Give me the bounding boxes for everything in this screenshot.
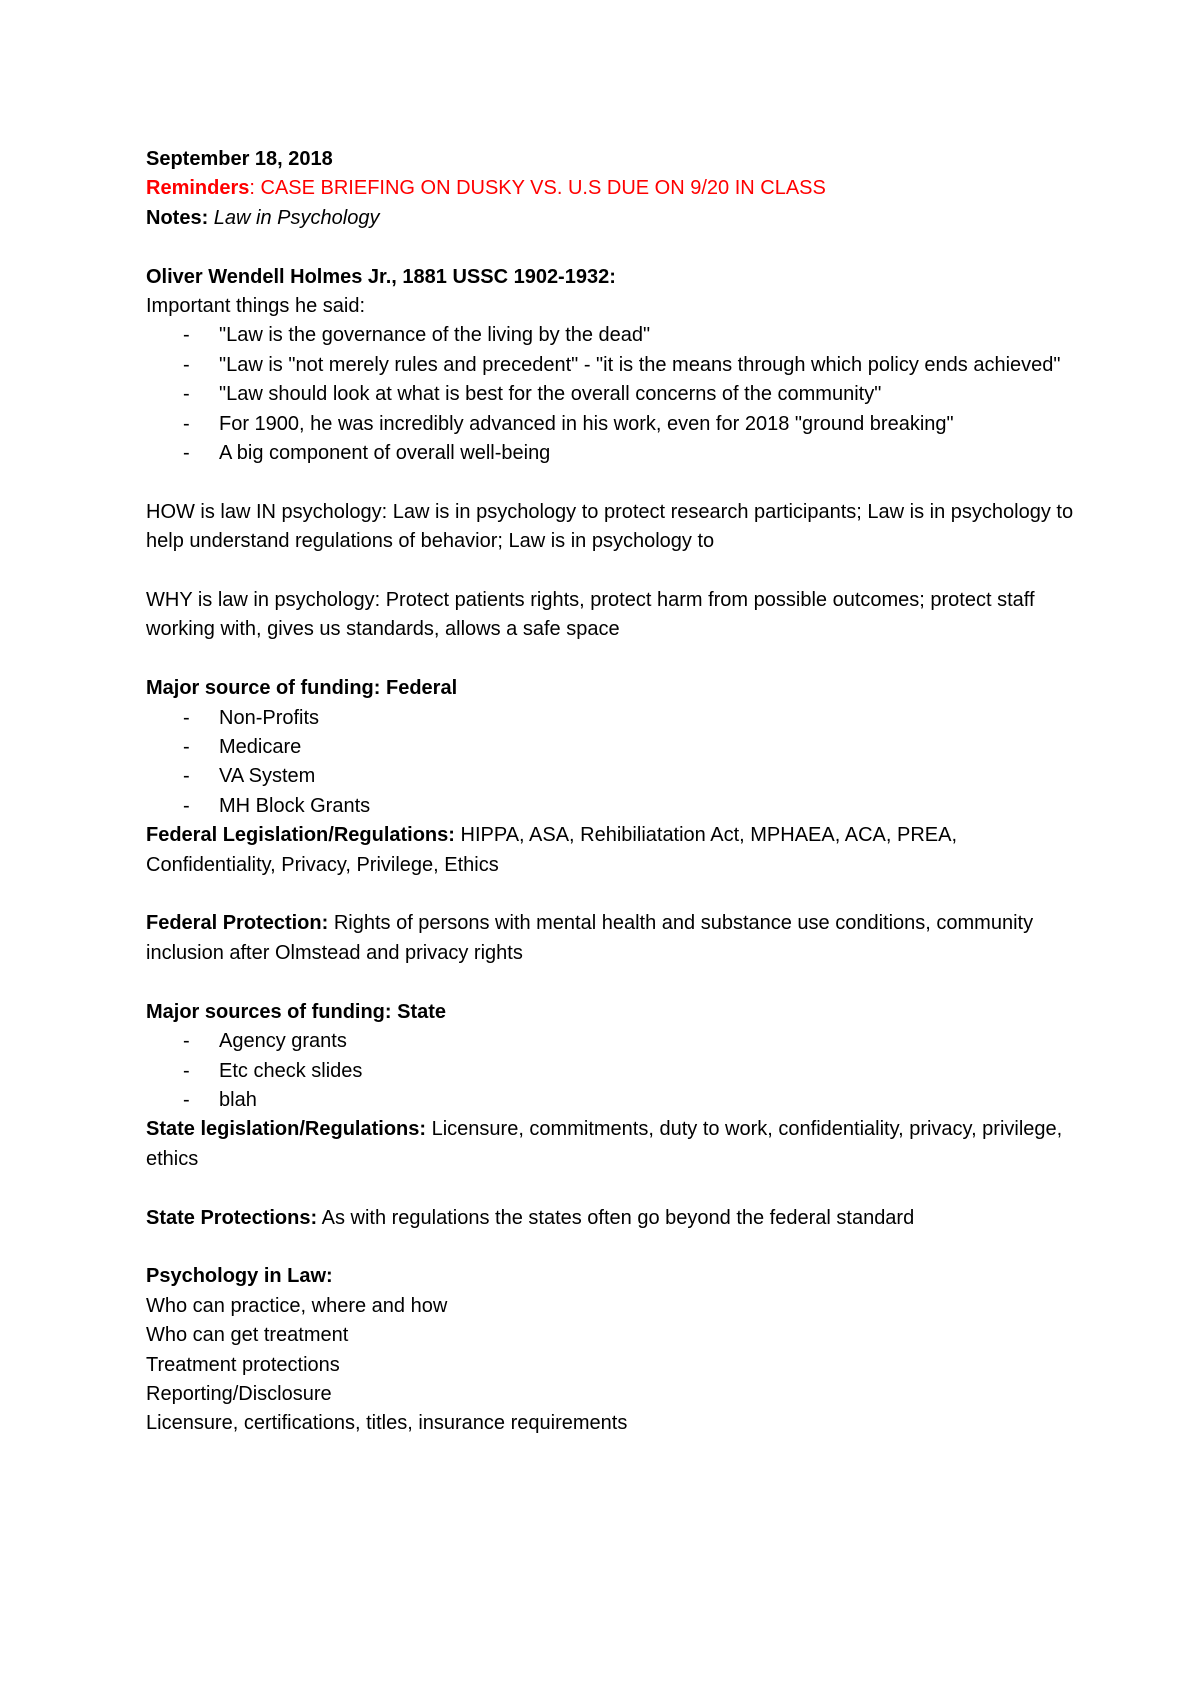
list-item-text: VA System	[219, 765, 316, 788]
psych-in-law-heading: Psychology in Law:	[146, 1265, 333, 1288]
note-date: September 18, 2018	[146, 148, 333, 170]
list-item-text: "Law should look at what is best for the overall concerns of the community"	[219, 383, 882, 406]
reminders-line	[146, 174, 1086, 203]
why-paragraph: WHY is law in psychology: Protect patients rights, protect harm from possible outcomes; protect staff working with, gives us standards, allows a safe space	[146, 589, 1035, 641]
notes-line	[146, 204, 1086, 233]
spacer	[146, 557, 1086, 586]
psych-in-law-line: Licensure, certifications, titles, insurance requirements	[146, 1412, 628, 1435]
federal-funding-heading: Major source of funding: Federal	[146, 677, 458, 700]
document-page	[146, 145, 1086, 1439]
spacer	[146, 880, 1086, 909]
holmes-heading: Oliver Wendell Holmes Jr., 1881 USSC 1902-1932:	[146, 265, 616, 288]
list-item	[146, 410, 1086, 439]
list-item-text: MH Block Grants	[219, 794, 371, 817]
federal-legislation	[146, 821, 1086, 880]
list-item	[146, 380, 1086, 409]
list-item-text: "Law is "not merely rules and precedent" - "it is the means through which policy ends achieved"	[219, 353, 1061, 376]
dash-bullet: -	[183, 353, 190, 376]
reminders-label: Reminders	[146, 177, 250, 200]
list-item	[146, 1086, 1086, 1115]
spacer	[146, 1174, 1086, 1203]
dash-bullet: -	[183, 412, 190, 435]
list-item-text: For 1900, he was incredibly advanced in his work, even for 2018 "ground breaking"	[219, 412, 954, 435]
list-item	[146, 1027, 1086, 1056]
state-legislation-label: State legislation/Regulations:	[146, 1118, 427, 1141]
list-item	[146, 321, 1086, 350]
dash-bullet: -	[183, 1059, 190, 1082]
list-item-text: blah	[219, 1088, 257, 1111]
state-funding-heading: Major sources of funding: State	[146, 1000, 447, 1023]
state-protections-label: State Protections:	[146, 1206, 318, 1229]
dash-bullet: -	[183, 1088, 190, 1111]
list-item-text: Non-Profits	[219, 706, 320, 729]
dash-bullet: -	[183, 442, 190, 465]
federal-legislation-text: HIPPA, ASA, Rehibiliatation Act, MPHAEA, ACA, PREA, Confidentiality, Privacy, Privilege, Ethics	[146, 824, 957, 876]
list-item-text: A big component of overall well-being	[219, 442, 551, 465]
dash-bullet: -	[183, 706, 190, 729]
dash-bullet: -	[183, 765, 190, 788]
psych-in-law-line: Who can get treatment	[146, 1324, 349, 1347]
list-item	[146, 704, 1086, 733]
dash-bullet: -	[183, 794, 190, 817]
spacer	[146, 468, 1086, 497]
list-item-text: Agency grants	[219, 1030, 347, 1053]
spacer	[146, 645, 1086, 674]
list-item-text: Medicare	[219, 736, 302, 759]
list-item	[146, 733, 1086, 762]
state-protections-text: As with regulations the states often go beyond the federal standard	[317, 1206, 915, 1229]
reminders-text: CASE BRIEFING ON DUSKY VS. U.S DUE ON 9/20 IN CLASS	[254, 177, 826, 200]
spacer	[146, 968, 1086, 997]
spacer	[146, 233, 1086, 262]
reminders-colon: :	[249, 177, 255, 200]
psych-in-law-line: Treatment protections	[146, 1353, 340, 1376]
state-legislation-text: Licensure, commitments, duty to work, confidentiality, privacy, privilege, ethics	[146, 1118, 1063, 1170]
federal-protection-label: Federal Protection:	[146, 912, 329, 935]
holmes-quotes-list	[146, 321, 1086, 468]
how-paragraph: HOW is law IN psychology: Law is in psychology to protect research participants; Law is in psychology to help understand regulations of behavior; Law is in psychology to	[146, 500, 1074, 553]
federal-funding-list	[146, 704, 1086, 822]
list-item	[146, 1057, 1086, 1086]
state-funding-list	[146, 1027, 1086, 1115]
psych-in-law-line: Who can practice, where and how	[146, 1294, 448, 1317]
spacer	[146, 1233, 1086, 1262]
list-item	[146, 351, 1086, 380]
state-legislation	[146, 1115, 1086, 1174]
dash-bullet: -	[183, 383, 190, 406]
federal-legislation-label: Federal Legislation/Regulations:	[146, 824, 455, 847]
list-item	[146, 762, 1086, 791]
list-item-text: Etc check slides	[219, 1059, 363, 1082]
list-item-text: "Law is the governance of the living by the dead"	[219, 324, 651, 347]
list-item	[146, 792, 1086, 821]
state-protections	[146, 1204, 1086, 1233]
dash-bullet: -	[183, 736, 190, 759]
list-item	[146, 439, 1086, 468]
dash-bullet: -	[183, 1030, 190, 1053]
psych-in-law-line: Reporting/Disclosure	[146, 1382, 332, 1405]
federal-protection	[146, 909, 1086, 968]
federal-protection-text: Rights of persons with mental health and substance use conditions, community inclusion after Olmstead and privacy rights	[146, 912, 1034, 964]
dash-bullet: -	[183, 324, 190, 347]
holmes-intro: Important things he said:	[146, 295, 366, 318]
notes-label: Notes:	[146, 206, 209, 229]
notes-topic: Law in Psychology	[213, 206, 380, 229]
